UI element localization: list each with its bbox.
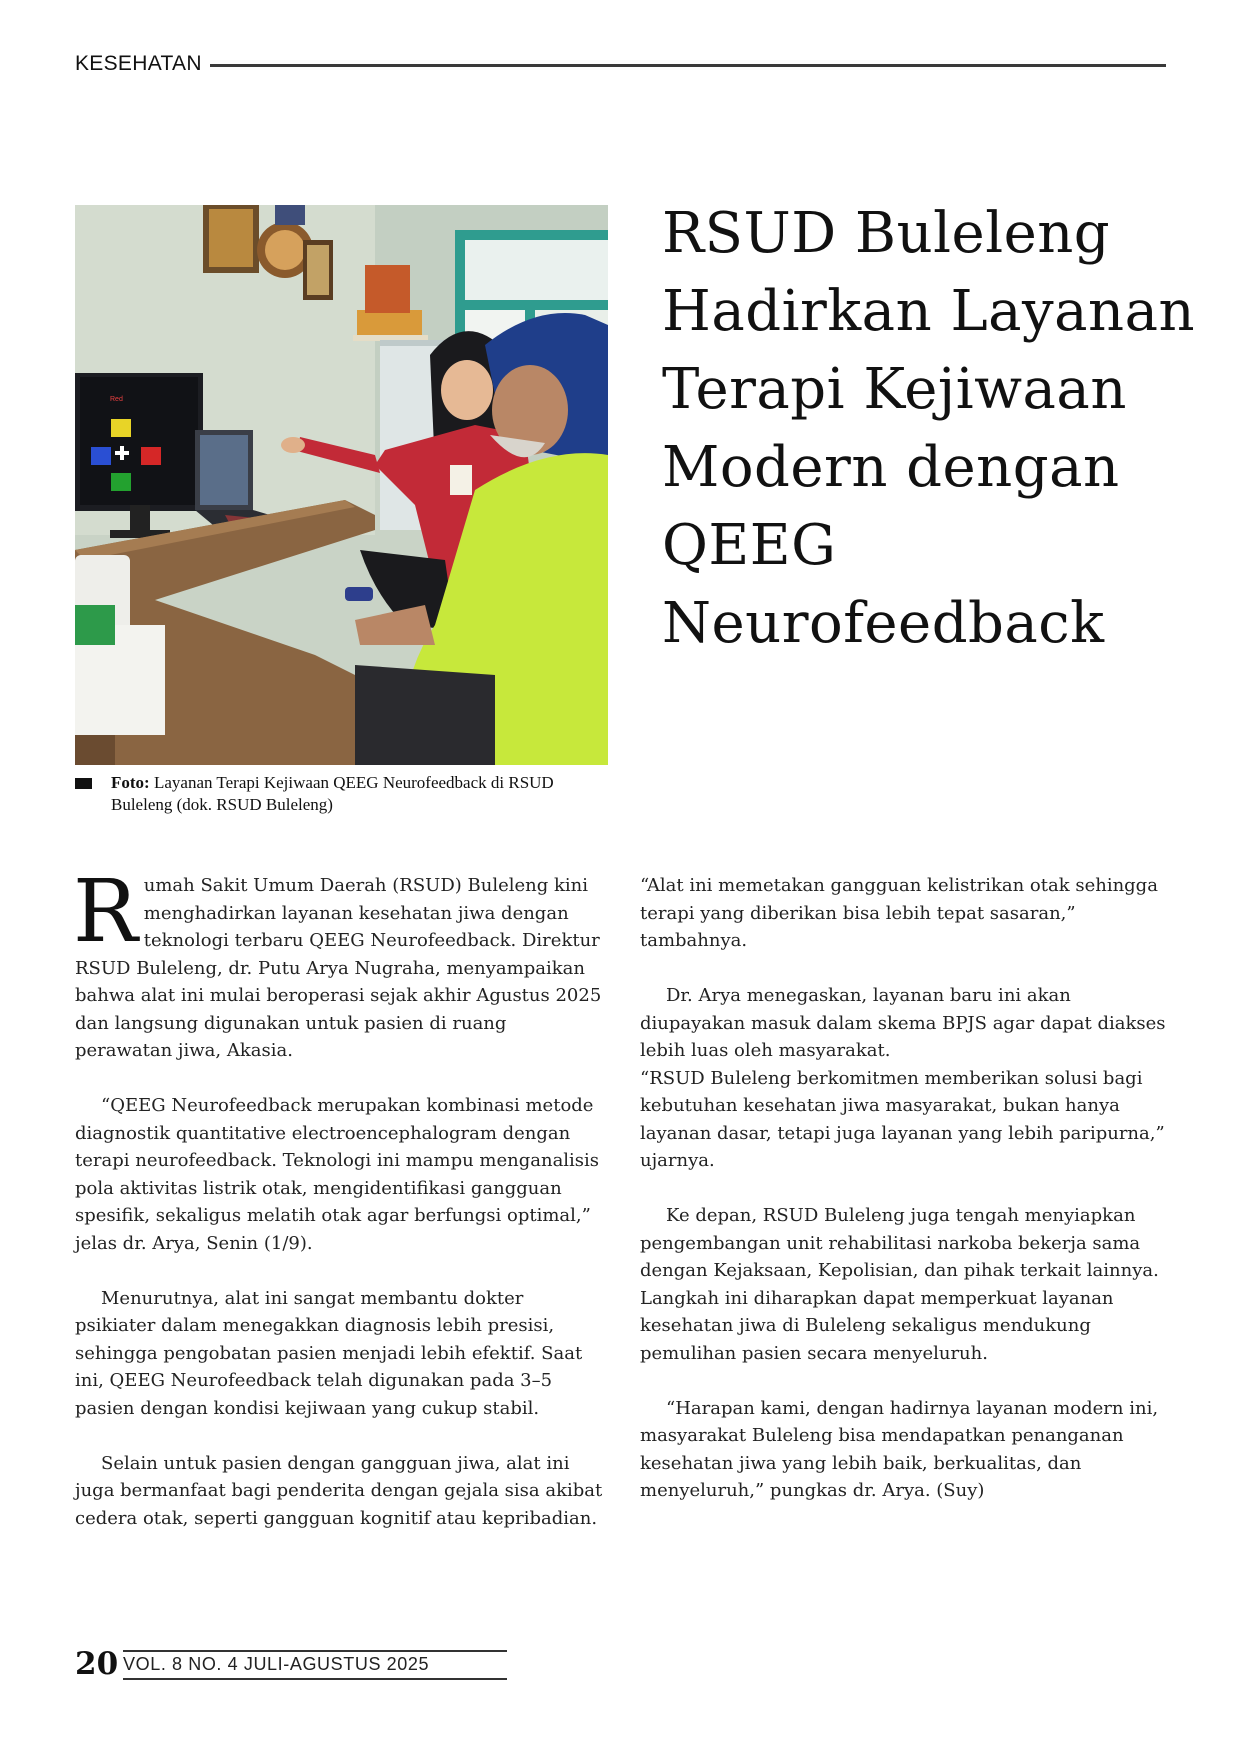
caption-marker-icon — [75, 778, 92, 789]
article-paragraph: Rumah Sakit Umum Daerah (RSUD) Buleleng kini menghadirkan layanan kesehatan jiwa dengan teknologi terbaru QEEG Neurofeedback. Direktur RSUD Buleleng, dr. Putu Arya Nugraha, menyampaikan bahwa alat ini mulai beroperasi sejak akhir Agustus 2025 dan langsung digunakan untuk pasien di ruang perawatan jiwa, Akasia. — [73, 862, 602, 1061]
page-number: 20 — [75, 1646, 119, 1682]
article-column-left — [73, 862, 605, 1560]
drop-cap: R — [73, 862, 138, 962]
screen-red-text: Red — [110, 396, 123, 403]
caption-text: Layanan Terapi Kejiwaan QEEG Neurofeedback di RSUD Buleleng (dok. RSUD Buleleng) — [111, 773, 554, 814]
article-paragraph: “Harapan kami, dengan hadirnya layanan modern ini, masyarakat Buleleng bisa mendapatkan penanganan kesehatan jiwa yang lebih baik, berkualitas, dan menyeluruh,” pungkas dr. Arya. (Suy) — [640, 1397, 1159, 1501]
article-paragraph: Ke depan, RSUD Buleleng juga tengah menyiapkan pengembangan unit rehabilitasi narkoba bekerja sama dengan Kejaksaan, Kepolisian, dan pihak terkait lainnya. Langkah ini diharapkan dapat memperkuat layanan kesehatan jiwa di Buleleng sekaligus mendukung pemulihan pasien secara menyeluruh. — [640, 1205, 1159, 1364]
article-column-right — [640, 872, 1170, 1532]
caption-label: Foto: — [111, 773, 150, 792]
article-paragraph: “Alat ini memetakan gangguan kelistrikan otak sehingga terapi yang diberikan bisa lebih tepat sasaran,” tambahnya. — [640, 875, 1158, 951]
issue-info: VOL. 8 NO. 4 JULI-AGUSTUS 2025 — [123, 1654, 430, 1674]
article-title: RSUD Buleleng Hadirkan Layanan Terapi Kejiwaan Modern dengan QEEG Neurofeedback — [662, 201, 1196, 656]
header-rule — [210, 64, 1166, 67]
article-paragraph: “QEEG Neurofeedback merupakan kombinasi metode diagnostik quantitative electroencephalogram dengan terapi neurofeedback. Teknologi ini mampu menganalisis pola aktivitas listrik otak, mengidentifikasi gangguan spesifik, sekaligus melatih otak agar berfungsi optimal,” jelas dr. Arya, Senin (1/9). — [75, 1095, 600, 1254]
article-photo — [75, 205, 608, 765]
section-label: KESEHATAN — [75, 52, 202, 75]
photo-caption — [75, 772, 595, 816]
footer-rule-top — [123, 1650, 507, 1652]
footer-rule-bottom — [123, 1678, 507, 1680]
photo-illustration — [75, 205, 608, 765]
article-paragraph: Dr. Arya menegaskan, layanan baru ini akan diupayakan masuk dalam skema BPJS agar dapat diakses lebih luas oleh masyarakat. — [640, 985, 1166, 1061]
article-paragraph: Menurutnya, alat ini sangat membantu dokter psikiater dalam menegakkan diagnosis lebih presisi, sehingga pengobatan pasien menjadi lebih efektif. Saat ini, QEEG Neurofeedback telah digunakan pada 3–5 pasien dengan kondisi kejiwaan yang cukup stabil. — [75, 1287, 583, 1419]
article-paragraph: Selain untuk pasien dengan gangguan jiwa, alat ini juga bermanfaat bagi penderita dengan gejala sisa akibat cedera otak, seperti gangguan kognitif atau kepribadian. — [75, 1452, 603, 1529]
article-paragraph: “RSUD Buleleng berkomitmen memberikan solusi bagi kebutuhan kesehatan jiwa masyarakat, bukan hanya layanan dasar, tetapi juga layanan yang lebih paripurna,” ujarnya. — [640, 1067, 1165, 1171]
